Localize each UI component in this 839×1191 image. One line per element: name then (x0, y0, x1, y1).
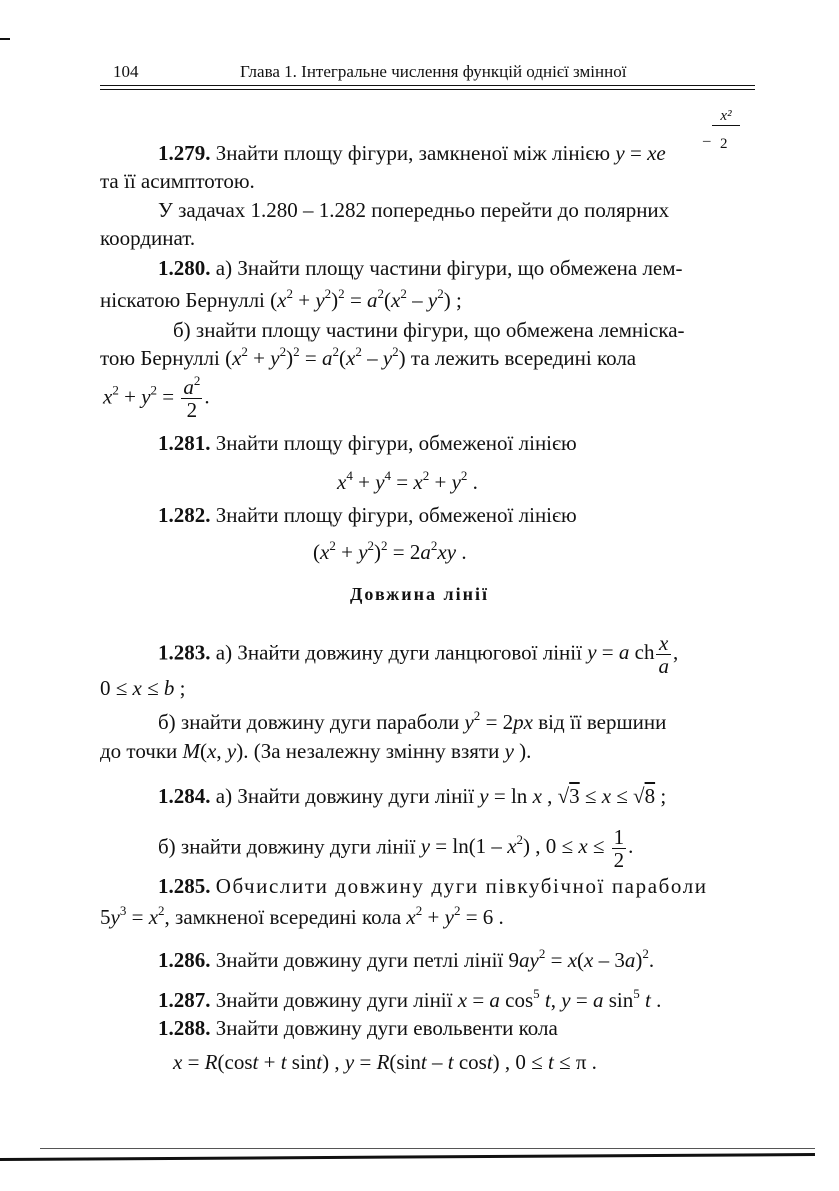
problem-text: до точки (100, 739, 178, 763)
problem-text: б) знайти довжину дуги лінії (158, 834, 416, 859)
problem-number: 1.282. (158, 503, 211, 527)
problem-1-285 (158, 874, 708, 899)
formula: $9ay^2 = x(x - 3a)^2$. (508, 945, 655, 972)
exponent-denominator: 2 (720, 136, 728, 152)
circle-formula: $x^2 + y^2$ = $\frac{a^2}{2}$ . (103, 372, 210, 423)
formula: $(x^2 + y^2)^2 = a^2(x^2 - y^2)$ ; (270, 285, 462, 312)
formula-range: 0 ≤ x ≤ b ; (100, 676, 186, 700)
problem-text: Знайти площу фігури, обмеженої лінією (215, 503, 577, 527)
exponent-numerator: x² (712, 108, 740, 126)
problem-text: Знайти довжину дуги лінії (215, 988, 453, 1012)
formula: y = a ch $\frac{x}{a}$ , (587, 631, 679, 679)
edge-mark (0, 38, 10, 40)
problem-text: а) Знайти площу частини фігури, що обмежена лем- (215, 256, 683, 280)
formula-1-281: $x^4 + y^4 = x^2 + y^2$ . (337, 467, 478, 494)
problem-text: Знайти площу фігури, обмеженої лінією (215, 431, 577, 455)
intro-line-2: координат. (100, 226, 196, 250)
problem-text: Знайти довжину дуги евольвенти кола (215, 1016, 558, 1040)
problem-1-283 (158, 632, 678, 677)
formula: $y^2 = 2px$ (464, 707, 533, 734)
exponent (712, 108, 740, 126)
formula-1-288: x = R(cost + t sint) , y = R(sint – t cost) , 0 ≤ t ≤ π . (173, 1050, 597, 1074)
problem-text: б) знайти довжину дуги параболи (158, 710, 460, 734)
problem-1-279: 1.279. Знайти площу фігури, замкненої між лінією y = xe (158, 141, 666, 165)
formula: $y = \ln(1 - x^2)$ , 0 ≤ x ≤ $\frac{1}{2}$ . (420, 825, 634, 873)
problem-1-283-b (158, 707, 667, 735)
problem-1-288 (158, 1016, 558, 1041)
problem-text: а) Знайти довжину дуги лінії (215, 784, 475, 808)
formula: $5y^3 = x^2$ (100, 902, 165, 929)
problem-number: 1.281. (158, 431, 211, 455)
header-rule-bottom (100, 89, 755, 90)
problem-text: від її вершини (538, 710, 667, 734)
page-number: 104 (113, 62, 139, 81)
problem-1-282 (158, 503, 577, 528)
formula: $x^2 + y^2 = 6$ . (406, 902, 504, 929)
problem-text: Обчислити довжину дуги півкубічної параболи (215, 874, 708, 898)
formula-1-282: $(x^2 + y^2)^2 = 2a^2xy$ . (313, 537, 467, 564)
problem-number: 1.279. (158, 141, 211, 165)
problem-1-280-b: б) знайти площу частини фігури, що обмежена лемніска- (173, 318, 685, 342)
formula: y = ln x , √3 ≤ x ≤ √8 ; (479, 784, 667, 808)
problem-text: та лежить всередині кола (410, 346, 637, 370)
header-rule-top (100, 85, 755, 86)
problem-number: 1.285. (158, 874, 211, 898)
formula: M (182, 739, 201, 763)
section-title: Довжина лінії (350, 584, 489, 604)
formula: y (615, 141, 625, 165)
problem-1-284-b (158, 826, 633, 871)
problem-1-284 (158, 784, 666, 809)
problem-1-281 (158, 431, 577, 456)
problem-1-280-b-line2 (100, 343, 637, 371)
problem-text: Знайти довжину дуги петлі лінії (215, 948, 504, 972)
problem-text: а) Знайти довжину дуги ланцюгової лінії (215, 640, 582, 665)
formula: x = a $\cos^5 t$, y = a $\sin^5 t$ . (457, 985, 662, 1012)
formula: $(x^2 + y^2)^2 = a^2(x^2 - y^2)$ (225, 343, 406, 370)
problem-1-285-line2 (100, 902, 504, 930)
problem-number: 1.283. (158, 640, 211, 665)
problem-1-283-b-line2: до точки M(x, y). (За незалежну змінну взяти y ). (100, 739, 532, 763)
problem-text: тою Бернуллі (100, 346, 220, 370)
footer-rule-thin (40, 1148, 815, 1149)
problem-text: ніскатою Бернуллі (100, 288, 265, 312)
problem-number: 1.280. (158, 256, 211, 280)
problem-1-287 (158, 985, 662, 1013)
problem-text: Знайти площу фігури, замкненої між лінією (215, 141, 611, 165)
problem-number: 1.287. (158, 988, 211, 1012)
problem-text: . (За незалежну змінну взяти (243, 739, 500, 763)
problem-text: , замкненої всередині кола (164, 905, 402, 929)
exponent-minus: – (703, 133, 711, 149)
problem-1-286 (158, 945, 655, 973)
intro-line-1: У задачах 1.280 – 1.282 попередньо перейти до полярних (158, 198, 670, 222)
problem-continuation: та її асимптотою. (100, 169, 255, 193)
problem-number: 1.284. (158, 784, 211, 808)
problem-number: 1.288. (158, 1016, 211, 1040)
problem-1-280 (158, 256, 683, 281)
footer-rule-thick (0, 1153, 815, 1161)
problem-1-280-line2 (100, 285, 462, 313)
running-title: Глава 1. Інтегральне числення функцій однієї змінної (240, 62, 627, 81)
problem-number: 1.286. (158, 948, 211, 972)
